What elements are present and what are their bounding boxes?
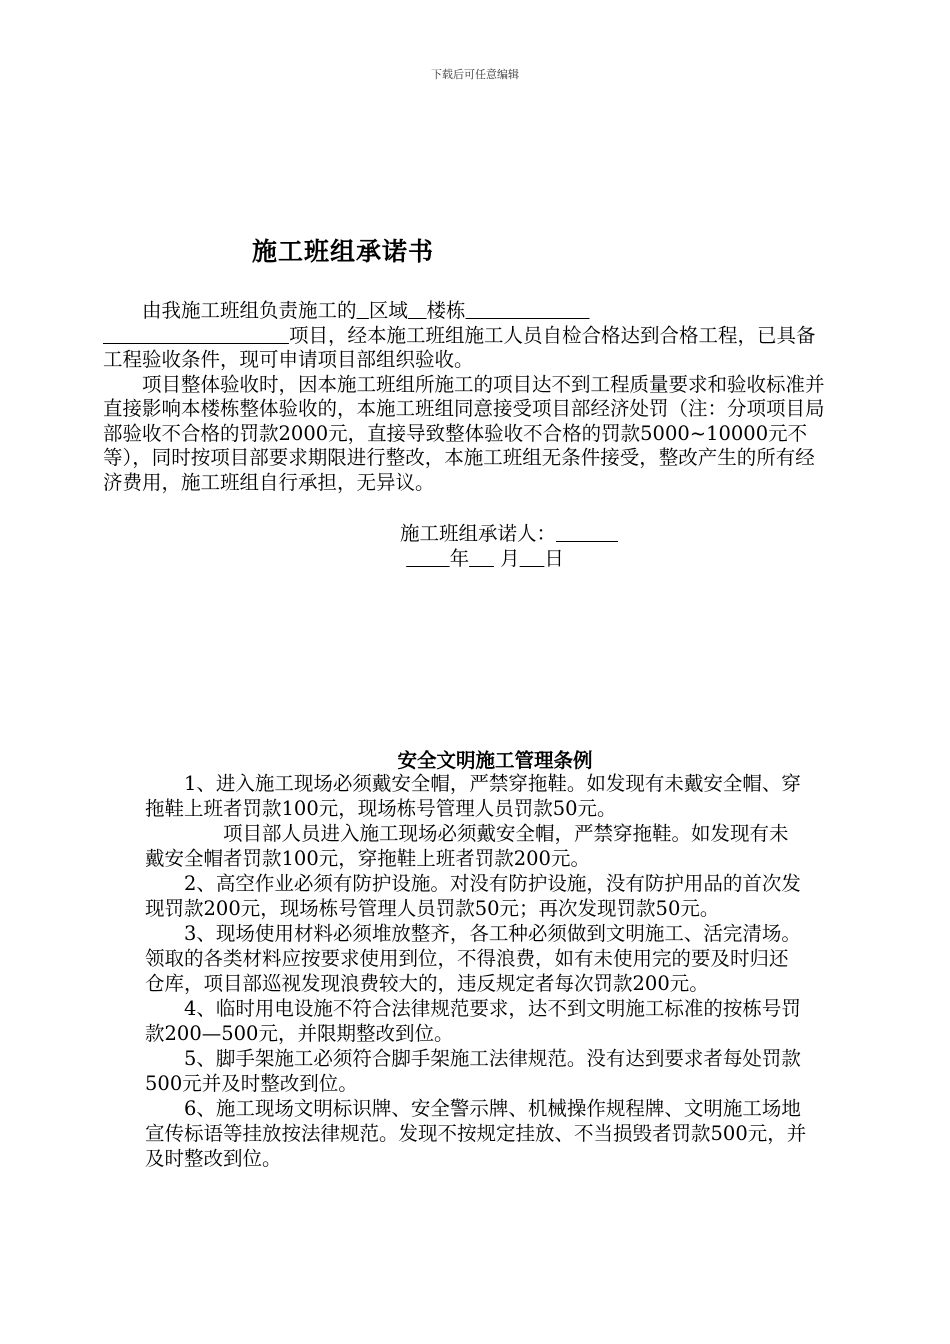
item-blank-1 xyxy=(466,299,590,322)
signature-block xyxy=(400,522,700,571)
header-note: 下载后可任意编辑 xyxy=(431,68,519,81)
text-segment: 项目，经本施工班组施工人员自检合格达到合格工程，已具备工程验收条件，现可申请项目部组织验收。 xyxy=(103,323,816,371)
commitment-body xyxy=(103,299,833,495)
regulation-item: 项目部人员进入施工现场必须戴安全帽，严禁穿拖鞋。如发现有未戴安全帽者罚款100元，穿拖鞋上班者罚款200元。 xyxy=(145,822,789,870)
signer-label: 施工班组承诺人： xyxy=(400,522,557,545)
text-segment: 由我施工班组负责施工的 xyxy=(142,299,357,322)
day-blank xyxy=(520,547,545,570)
month-blank xyxy=(469,547,494,570)
date-line xyxy=(400,547,700,572)
regulation-item: 4、临时用电设施不符合法律规范要求，达不到文明施工标准的按栋号罚款200—500元，并限期整改到位。 xyxy=(145,997,801,1045)
month-label: 月 xyxy=(493,546,520,570)
regulation-item: 5、脚手架施工必须符合脚手架施工法律规范。没有达到要求者每处罚款500元并及时整改到位。 xyxy=(145,1047,801,1095)
regulation-item: 2、高空作业必须有防护设施。对没有防护设施，没有防护用品的首次发现罚款200元，现场栋号管理人员罚款50元；再次发现罚款50元。 xyxy=(145,872,801,920)
commitment-title: 施工班组承诺书 xyxy=(252,237,435,266)
regulation-item: 3、现场使用材料必须堆放整齐，各工种必须做到文明施工、活完清场。领取的各类材料应按要求使用到位，不得浪费，如有未使用完的要及时归还仓库，项目部巡视发现浪费较大的，违反规定者每次罚款200元。 xyxy=(145,922,801,995)
regulations-title: 安全文明施工管理条例 xyxy=(397,749,593,772)
building-blank xyxy=(408,299,427,322)
regulation-item: 1、进入施工现场必须戴安全帽，严禁穿拖鞋。如发现有未戴安全帽、穿拖鞋上班者罚款100元，现场栋号管理人员罚款50元。 xyxy=(145,772,801,820)
year-label: 年 xyxy=(449,546,470,570)
day-label: 日 xyxy=(544,546,564,570)
item-blank-2 xyxy=(103,324,289,347)
regulations-body xyxy=(145,771,807,1171)
year-blank xyxy=(406,547,449,570)
signer-line xyxy=(400,522,700,547)
regulation-item: 6、施工现场文明标识牌、安全警示牌、机械操作规程牌、文明施工场地宣传标语等挂放按法律规范。发现不按规定挂放、不当损毁者罚款500元，并及时整改到位。 xyxy=(145,1097,807,1170)
area-blank xyxy=(357,299,369,322)
text-segment: 区域 xyxy=(368,299,408,322)
signer-blank xyxy=(556,522,618,545)
text-segment: 楼栋 xyxy=(426,299,466,322)
commitment-paragraph-1 xyxy=(103,299,833,373)
commitment-paragraph-2: 项目整体验收时，因本施工班组所施工的项目达不到工程质量要求和验收标准并直接影响本楼栋整体验收的，本施工班组同意接受项目部经济处罚（注：分项项目局部验收不合格的罚款2000元，直接导致整体验收不合格的罚款5000~10000元不等），同时按项目部要求期限进行整改，本施工班组无条件接受，整改产生的所有经济费用，施工班组自行承担，无异议。 xyxy=(103,372,825,494)
